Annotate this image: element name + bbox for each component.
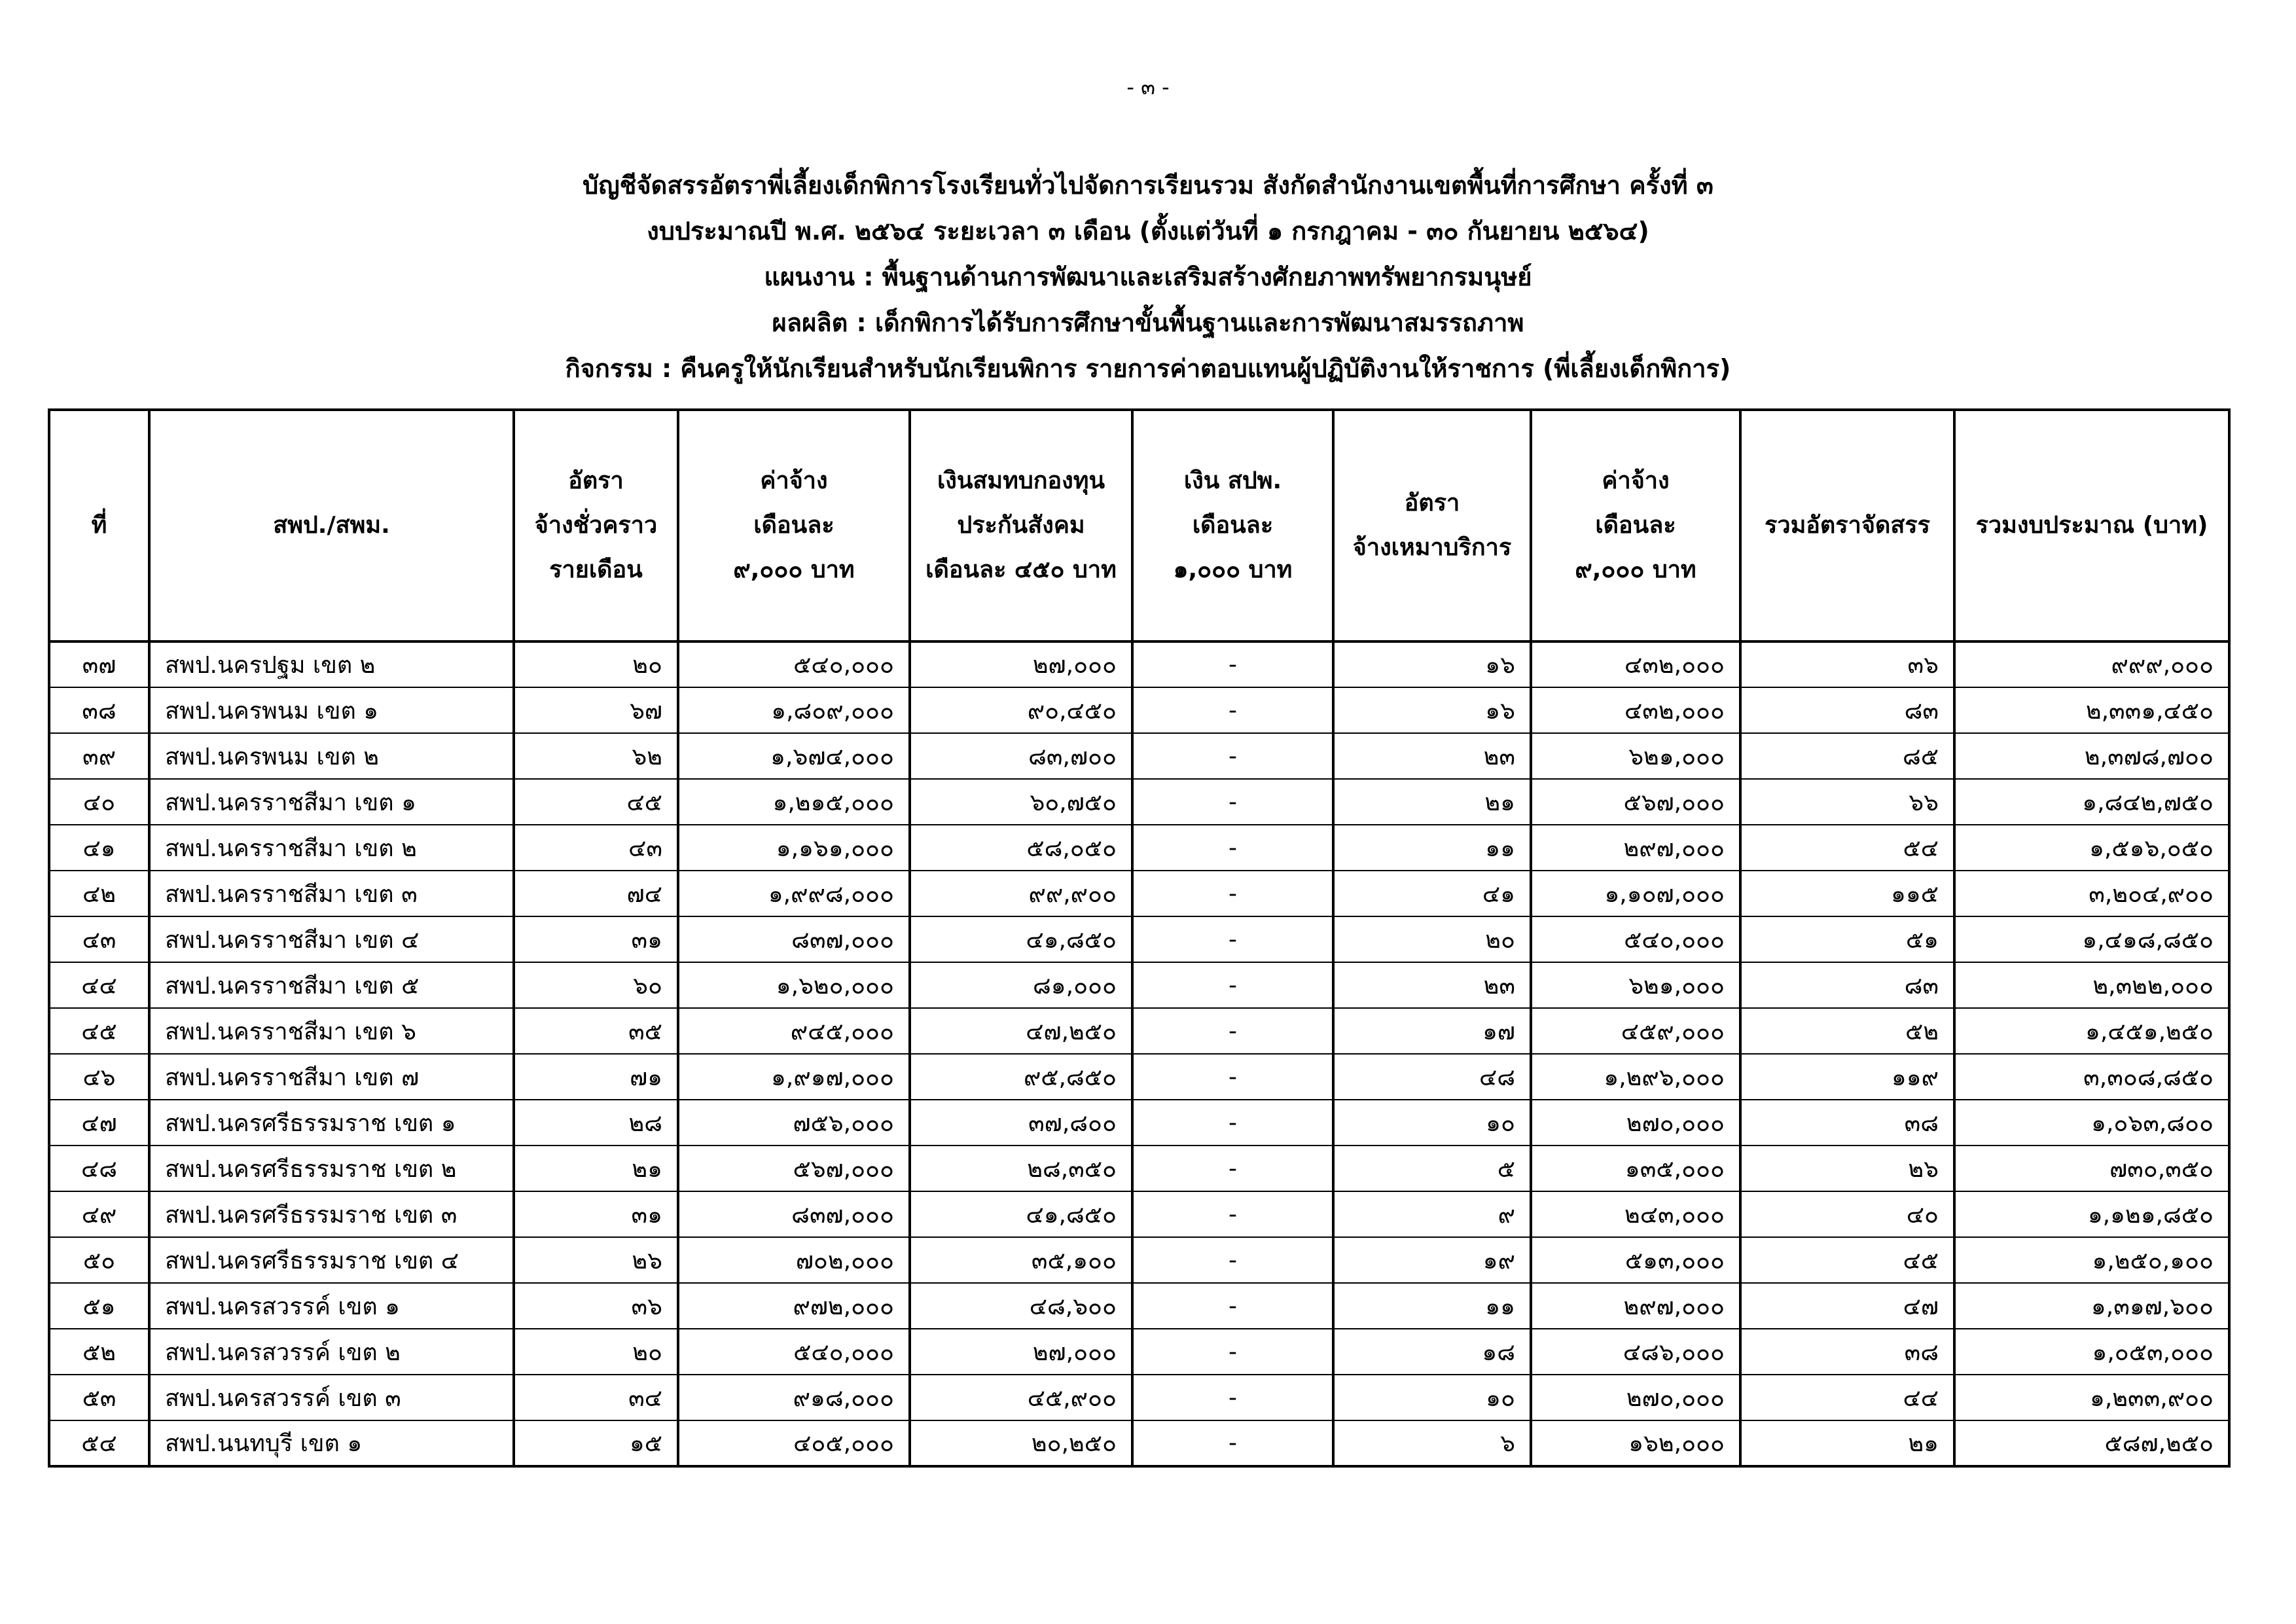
temp-staff-count-cell: ๓๑ [514,1191,678,1237]
service-wage-cell: ๔๕๙,๐๐๐ [1531,1008,1740,1054]
service-staff-count-cell: ๕ [1333,1146,1531,1191]
temp-staff-count-cell: ๖๒ [514,733,678,779]
table-row [49,733,2229,779]
table-row [49,1146,2229,1191]
spp-fund-cell: - [1132,733,1333,779]
office-name-cell: สพป.นครศรีธรรมราช เขต ๓ [149,1191,514,1237]
total-budget-cell: ๑,๑๒๑,๘๕๐ [1954,1191,2229,1237]
spp-fund-cell: - [1132,1375,1333,1420]
temp-wage-cell: ๑,๙๙๘,๐๐๐ [678,871,910,916]
temp-wage-cell: ๙๑๘,๐๐๐ [678,1375,910,1420]
total-positions-cell: ๔๔ [1740,1375,1954,1420]
page-number: - ๓ - [1126,75,1170,99]
social-security-cell: ๔๑,๘๕๐ [910,1191,1132,1237]
title-line: งบประมาณปี พ.ศ. ๒๕๖๔ ระยะเวลา ๓ เดือน (ตั้งแต่วันที่ ๑ กรกฎาคม - ๓๐ กันยายน ๒๕๖๔) [647,217,1649,245]
service-wage-cell: ๔๓๒,๐๐๐ [1531,687,1740,733]
column-header: เงิน สปพ. เดือนละ ๑,๐๐๐ บาท [1132,410,1333,641]
service-staff-count-cell: ๔๑ [1333,871,1531,916]
table-row [49,687,2229,733]
service-wage-cell: ๒๙๗,๐๐๐ [1531,1283,1740,1329]
office-name-cell: สพป.นครสวรรค์ เขต ๒ [149,1329,514,1375]
total-budget-cell: ๒,๓๗๘,๗๐๐ [1954,733,2229,779]
table-row [49,1237,2229,1283]
service-staff-count-cell: ๑๙ [1333,1237,1531,1283]
table-header-row [49,410,2229,641]
total-positions-cell: ๓๘ [1740,1329,1954,1375]
temp-wage-cell: ๑,๖๗๔,๐๐๐ [678,733,910,779]
service-staff-count-cell: ๑๑ [1333,825,1531,871]
temp-wage-cell: ๔๐๕,๐๐๐ [678,1420,910,1466]
total-positions-cell: ๕๔ [1740,825,1954,871]
total-positions-cell: ๔๗ [1740,1283,1954,1329]
row-number-cell: ๓๙ [49,733,149,779]
service-staff-count-cell: ๑๑ [1333,1283,1531,1329]
temp-wage-cell: ๑,๒๑๕,๐๐๐ [678,779,910,825]
row-number-cell: ๔๐ [49,779,149,825]
temp-wage-cell: ๗๕๖,๐๐๐ [678,1100,910,1146]
social-security-cell: ๘๑,๐๐๐ [910,962,1132,1008]
temp-wage-cell: ๑,๙๑๗,๐๐๐ [678,1054,910,1100]
service-staff-count-cell: ๔๘ [1333,1054,1531,1100]
temp-staff-count-cell: ๓๑ [514,916,678,962]
table-row [49,1375,2229,1420]
row-number-cell: ๔๖ [49,1054,149,1100]
column-header: รวมอัตราจัดสรร [1740,410,1954,641]
column-header: สพป./สพม. [149,410,514,641]
column-header: รวมงบประมาณ (บาท) [1954,410,2229,641]
column-header: เงินสมทบกองทุน ประกันสังคม เดือนละ ๔๕๐ บาท [910,410,1132,641]
temp-wage-cell: ๑,๘๐๙,๐๐๐ [678,687,910,733]
social-security-cell: ๔๗,๒๕๐ [910,1008,1132,1054]
total-budget-cell: ๗๓๐,๓๕๐ [1954,1146,2229,1191]
office-name-cell: สพป.นครราชสีมา เขต ๓ [149,871,514,916]
office-name-cell: สพป.นครศรีธรรมราช เขต ๑ [149,1100,514,1146]
service-staff-count-cell: ๒๓ [1333,733,1531,779]
office-name-cell: สพป.นครศรีธรรมราช เขต ๔ [149,1237,514,1283]
spp-fund-cell: - [1132,1100,1333,1146]
row-number-cell: ๔๒ [49,871,149,916]
allocation-table [48,408,2231,1468]
social-security-cell: ๓๕,๑๐๐ [910,1237,1132,1283]
row-number-cell: ๕๐ [49,1237,149,1283]
row-number-cell: ๔๘ [49,1146,149,1191]
office-name-cell: สพป.นครปฐม เขต ๒ [149,641,514,687]
row-number-cell: ๔๕ [49,1008,149,1054]
row-number-cell: ๓๘ [49,687,149,733]
office-name-cell: สพป.นครพนม เขต ๒ [149,733,514,779]
office-name-cell: สพป.นครราชสีมา เขต ๖ [149,1008,514,1054]
social-security-cell: ๒๘,๓๕๐ [910,1146,1132,1191]
title-line: ผลผลิต : เด็กพิการได้รับการศึกษาขั้นพื้นฐานและการพัฒนาสมรรถภาพ [772,308,1524,337]
total-positions-cell: ๕๒ [1740,1008,1954,1054]
total-budget-cell: ๙๙๙,๐๐๐ [1954,641,2229,687]
table-row [49,1191,2229,1237]
total-positions-cell: ๑๑๕ [1740,871,1954,916]
spp-fund-cell: - [1132,1191,1333,1237]
service-wage-cell: ๒๗๐,๐๐๐ [1531,1100,1740,1146]
office-name-cell: สพป.นครสวรรค์ เขต ๑ [149,1283,514,1329]
social-security-cell: ๘๓,๗๐๐ [910,733,1132,779]
total-positions-cell: ๑๑๙ [1740,1054,1954,1100]
total-positions-cell: ๒๖ [1740,1146,1954,1191]
service-wage-cell: ๖๒๑,๐๐๐ [1531,733,1740,779]
temp-wage-cell: ๘๓๗,๐๐๐ [678,1191,910,1237]
office-name-cell: สพป.นครราชสีมา เขต ๕ [149,962,514,1008]
column-header: ค่าจ้าง เดือนละ ๙,๐๐๐ บาท [1531,410,1740,641]
total-positions-cell: ๔๕ [1740,1237,1954,1283]
service-wage-cell: ๕๖๗,๐๐๐ [1531,779,1740,825]
table-row [49,1329,2229,1375]
total-budget-cell: ๑,๓๑๗,๖๐๐ [1954,1283,2229,1329]
row-number-cell: ๔๗ [49,1100,149,1146]
service-wage-cell: ๑,๒๙๖,๐๐๐ [1531,1054,1740,1100]
total-positions-cell: ๖๖ [1740,779,1954,825]
temp-staff-count-cell: ๔๓ [514,825,678,871]
title-line: กิจกรรม : คืนครูให้นักเรียนสำหรับนักเรียนพิการ รายการค่าตอบแทนผู้ปฏิบัติงานให้ราชการ (พี่เลี้ยงเด็กพิการ) [565,354,1731,383]
total-positions-cell: ๕๑ [1740,916,1954,962]
total-budget-cell: ๑,๒๓๓,๙๐๐ [1954,1375,2229,1420]
temp-wage-cell: ๑,๑๖๑,๐๐๐ [678,825,910,871]
row-number-cell: ๓๗ [49,641,149,687]
office-name-cell: สพป.นนทบุรี เขต ๑ [149,1420,514,1466]
temp-wage-cell: ๘๓๗,๐๐๐ [678,916,910,962]
table-row [49,641,2229,687]
temp-wage-cell: ๗๐๒,๐๐๐ [678,1237,910,1283]
total-budget-cell: ๓,๓๐๘,๘๕๐ [1954,1054,2229,1100]
title-line: แผนงาน : พื้นฐานด้านการพัฒนาและเสริมสร้างศักยภาพทรัพยากรมนุษย์ [764,262,1532,291]
temp-wage-cell: ๕๖๗,๐๐๐ [678,1146,910,1191]
office-name-cell: สพป.นครศรีธรรมราช เขต ๒ [149,1146,514,1191]
service-wage-cell: ๔๓๒,๐๐๐ [1531,641,1740,687]
spp-fund-cell: - [1132,871,1333,916]
title-line: บัญชีจัดสรรอัตราพี่เลี้ยงเด็กพิการโรงเรียนทั่วไปจัดการเรียนรวม สังกัดสำนักงานเขตพื้นที่การศึกษา ครั้งที่ ๓ [583,171,1713,200]
total-budget-cell: ๑,๔๑๘,๘๕๐ [1954,916,2229,962]
table-row [49,1283,2229,1329]
spp-fund-cell: - [1132,779,1333,825]
row-number-cell: ๕๔ [49,1420,149,1466]
total-positions-cell: ๓๖ [1740,641,1954,687]
row-number-cell: ๔๙ [49,1191,149,1237]
service-wage-cell: ๑๖๒,๐๐๐ [1531,1420,1740,1466]
total-positions-cell: ๔๐ [1740,1191,1954,1237]
social-security-cell: ๒๐,๒๕๐ [910,1420,1132,1466]
social-security-cell: ๙๕,๘๕๐ [910,1054,1132,1100]
spp-fund-cell: - [1132,916,1333,962]
social-security-cell: ๙๐,๔๕๐ [910,687,1132,733]
social-security-cell: ๕๘,๐๕๐ [910,825,1132,871]
office-name-cell: สพป.นครราชสีมา เขต ๔ [149,916,514,962]
office-name-cell: สพป.นครราชสีมา เขต ๑ [149,779,514,825]
total-budget-cell: ๒,๓๒๒,๐๐๐ [1954,962,2229,1008]
temp-wage-cell: ๑,๖๒๐,๐๐๐ [678,962,910,1008]
service-staff-count-cell: ๑๖ [1333,641,1531,687]
service-staff-count-cell: ๑๐ [1333,1375,1531,1420]
office-name-cell: สพป.นครสวรรค์ เขต ๓ [149,1375,514,1420]
temp-staff-count-cell: ๔๕ [514,779,678,825]
temp-staff-count-cell: ๖๐ [514,962,678,1008]
service-staff-count-cell: ๖ [1333,1420,1531,1466]
spp-fund-cell: - [1132,687,1333,733]
temp-wage-cell: ๙๗๒,๐๐๐ [678,1283,910,1329]
office-name-cell: สพป.นครราชสีมา เขต ๒ [149,825,514,871]
temp-staff-count-cell: ๒๘ [514,1100,678,1146]
service-wage-cell: ๕๑๓,๐๐๐ [1531,1237,1740,1283]
spp-fund-cell: - [1132,1054,1333,1100]
temp-staff-count-cell: ๒๑ [514,1146,678,1191]
spp-fund-cell: - [1132,1146,1333,1191]
temp-staff-count-cell: ๒๖ [514,1237,678,1283]
column-header: อัตรา จ้างชั่วคราว รายเดือน [514,410,678,641]
service-wage-cell: ๕๔๐,๐๐๐ [1531,916,1740,962]
table-row [49,779,2229,825]
social-security-cell: ๔๕,๙๐๐ [910,1375,1132,1420]
service-staff-count-cell: ๙ [1333,1191,1531,1237]
table-row [49,1054,2229,1100]
total-positions-cell: ๒๑ [1740,1420,1954,1466]
social-security-cell: ๔๑,๘๕๐ [910,916,1132,962]
table-row [49,1100,2229,1146]
service-staff-count-cell: ๑๖ [1333,687,1531,733]
temp-wage-cell: ๙๔๕,๐๐๐ [678,1008,910,1054]
total-budget-cell: ๑,๐๖๓,๘๐๐ [1954,1100,2229,1146]
temp-staff-count-cell: ๓๖ [514,1283,678,1329]
total-budget-cell: ๑,๐๕๓,๐๐๐ [1954,1329,2229,1375]
social-security-cell: ๙๙,๙๐๐ [910,871,1132,916]
spp-fund-cell: - [1132,1420,1333,1466]
temp-staff-count-cell: ๓๔ [514,1375,678,1420]
column-header: ที่ [49,410,149,641]
row-number-cell: ๕๑ [49,1283,149,1329]
table-row [49,962,2229,1008]
service-wage-cell: ๒๙๗,๐๐๐ [1531,825,1740,871]
temp-wage-cell: ๕๔๐,๐๐๐ [678,1329,910,1375]
total-budget-cell: ๑,๒๕๐,๑๐๐ [1954,1237,2229,1283]
service-wage-cell: ๑๓๕,๐๐๐ [1531,1146,1740,1191]
temp-staff-count-cell: ๓๕ [514,1008,678,1054]
office-name-cell: สพป.นครพนม เขต ๑ [149,687,514,733]
total-budget-cell: ๕๘๗,๒๕๐ [1954,1420,2229,1466]
social-security-cell: ๒๗,๐๐๐ [910,1329,1132,1375]
column-header: อัตรา จ้างเหมาบริการ [1333,410,1531,641]
spp-fund-cell: - [1132,1008,1333,1054]
row-number-cell: ๔๑ [49,825,149,871]
service-wage-cell: ๔๘๖,๐๐๐ [1531,1329,1740,1375]
table-row [49,916,2229,962]
table-row [49,1008,2229,1054]
temp-staff-count-cell: ๗๔ [514,871,678,916]
service-wage-cell: ๑,๑๐๗,๐๐๐ [1531,871,1740,916]
total-positions-cell: ๘๓ [1740,962,1954,1008]
service-wage-cell: ๖๒๑,๐๐๐ [1531,962,1740,1008]
row-number-cell: ๔๓ [49,916,149,962]
column-header: ค่าจ้าง เดือนละ ๙,๐๐๐ บาท [678,410,910,641]
total-budget-cell: ๓,๒๐๔,๙๐๐ [1954,871,2229,916]
total-positions-cell: ๘๓ [1740,687,1954,733]
temp-wage-cell: ๕๔๐,๐๐๐ [678,641,910,687]
row-number-cell: ๔๔ [49,962,149,1008]
row-number-cell: ๕๒ [49,1329,149,1375]
total-budget-cell: ๑,๔๕๑,๒๕๐ [1954,1008,2229,1054]
document-title [0,162,2296,391]
total-budget-cell: ๑,๕๑๖,๐๕๐ [1954,825,2229,871]
service-wage-cell: ๒๗๐,๐๐๐ [1531,1375,1740,1420]
social-security-cell: ๔๘,๖๐๐ [910,1283,1132,1329]
table-row [49,871,2229,916]
spp-fund-cell: - [1132,1329,1333,1375]
row-number-cell: ๕๓ [49,1375,149,1420]
service-staff-count-cell: ๑๐ [1333,1100,1531,1146]
total-budget-cell: ๒,๓๓๑,๔๕๐ [1954,687,2229,733]
social-security-cell: ๓๗,๘๐๐ [910,1100,1132,1146]
temp-staff-count-cell: ๗๑ [514,1054,678,1100]
temp-staff-count-cell: ๑๕ [514,1420,678,1466]
spp-fund-cell: - [1132,1283,1333,1329]
spp-fund-cell: - [1132,962,1333,1008]
table-row [49,1420,2229,1466]
table-row [49,825,2229,871]
spp-fund-cell: - [1132,641,1333,687]
service-staff-count-cell: ๑๘ [1333,1329,1531,1375]
total-positions-cell: ๓๘ [1740,1100,1954,1146]
social-security-cell: ๖๐,๗๕๐ [910,779,1132,825]
office-name-cell: สพป.นครราชสีมา เขต ๗ [149,1054,514,1100]
total-budget-cell: ๑,๘๔๒,๗๕๐ [1954,779,2229,825]
social-security-cell: ๒๗,๐๐๐ [910,641,1132,687]
temp-staff-count-cell: ๒๐ [514,641,678,687]
service-staff-count-cell: ๒๑ [1333,779,1531,825]
table-body [49,641,2229,1466]
service-staff-count-cell: ๑๗ [1333,1008,1531,1054]
spp-fund-cell: - [1132,825,1333,871]
service-wage-cell: ๒๔๓,๐๐๐ [1531,1191,1740,1237]
temp-staff-count-cell: ๒๐ [514,1329,678,1375]
temp-staff-count-cell: ๖๗ [514,687,678,733]
service-staff-count-cell: ๒๐ [1333,916,1531,962]
spp-fund-cell: - [1132,1237,1333,1283]
service-staff-count-cell: ๒๓ [1333,962,1531,1008]
total-positions-cell: ๘๕ [1740,733,1954,779]
